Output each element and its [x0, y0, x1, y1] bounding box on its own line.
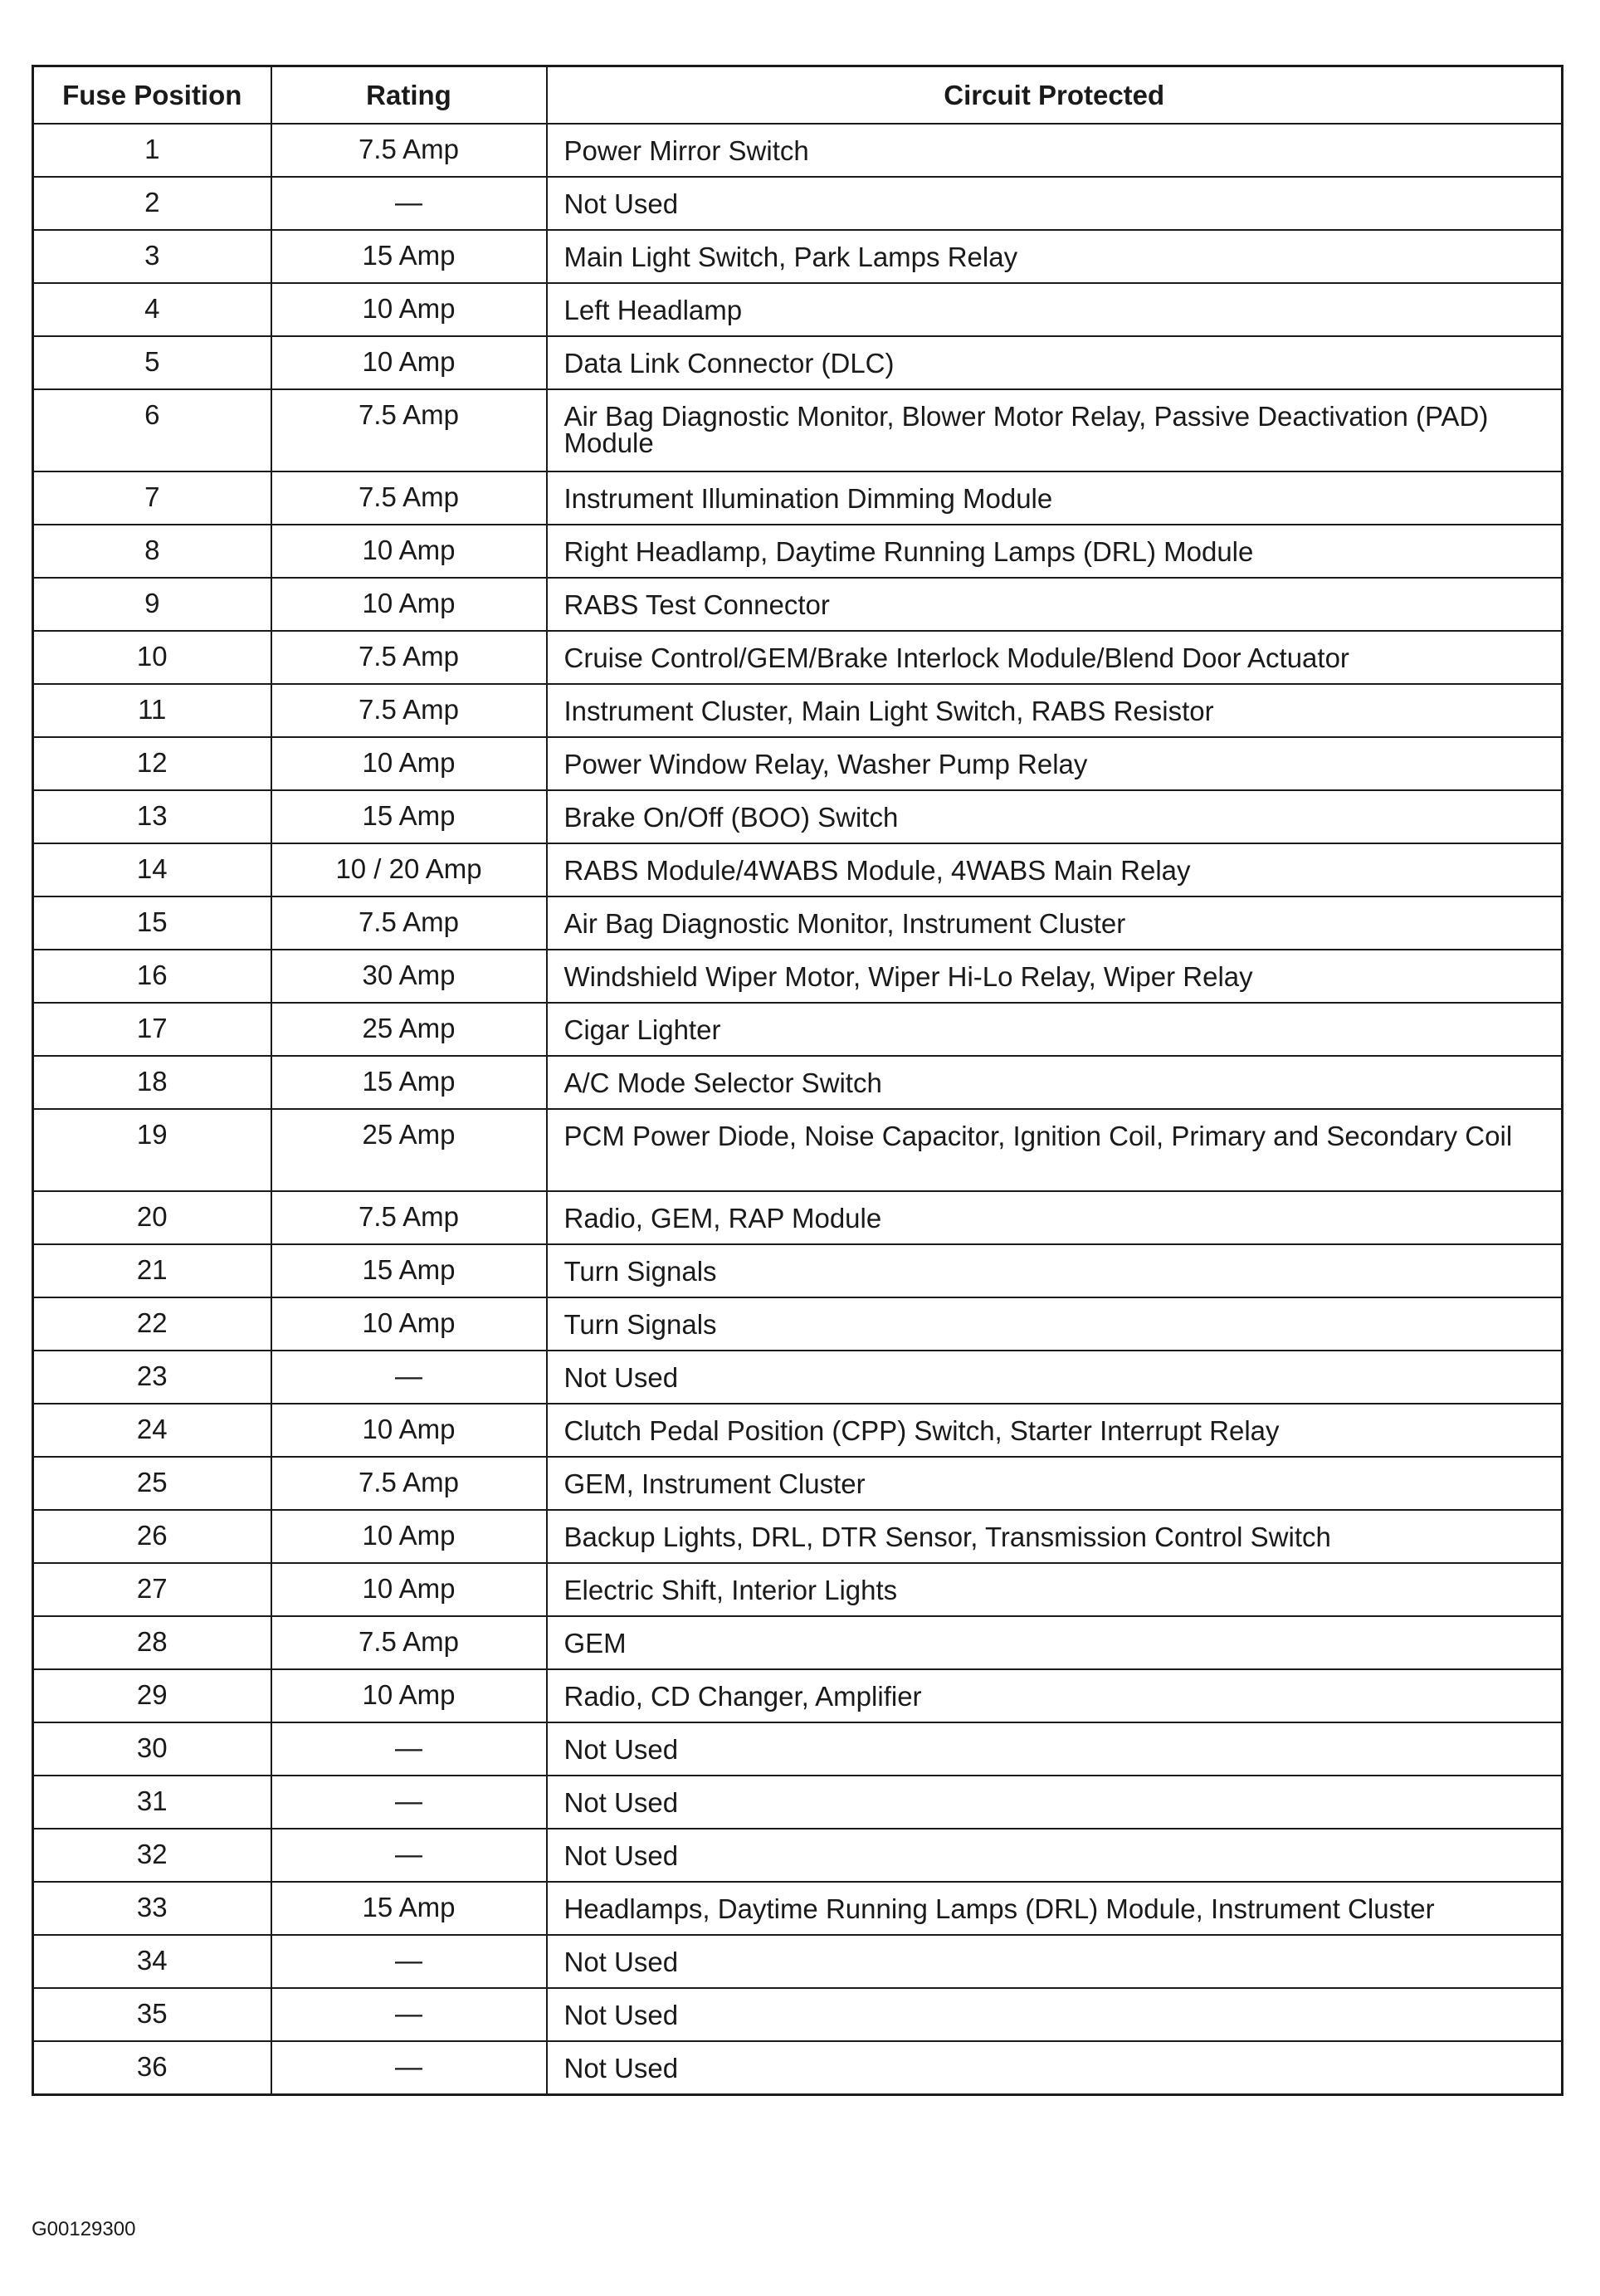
fuse-position-cell: 31	[33, 1776, 271, 1829]
table-row	[33, 1457, 1563, 1510]
rating-cell: 10 Amp	[271, 737, 547, 790]
rating-cell: 15 Amp	[271, 1882, 547, 1935]
fuse-position-cell: 36	[33, 2041, 271, 2094]
table-row	[33, 124, 1563, 177]
rating-cell: —	[271, 1988, 547, 2041]
rating-cell: —	[271, 1722, 547, 1776]
fuse-position-cell: 14	[33, 843, 271, 896]
fuse-position-cell: 10	[33, 631, 271, 684]
circuit-protected-cell: A/C Mode Selector Switch	[547, 1056, 1563, 1109]
header-row	[33, 66, 1563, 125]
table-row	[33, 389, 1563, 471]
table-row	[33, 1882, 1563, 1935]
fuse-position-cell: 8	[33, 525, 271, 578]
table-row	[33, 1297, 1563, 1351]
fuse-position-cell: 13	[33, 790, 271, 843]
circuit-protected-cell: Turn Signals	[547, 1244, 1563, 1297]
rating-cell: 7.5 Amp	[271, 631, 547, 684]
circuit-protected-cell: Power Window Relay, Washer Pump Relay	[547, 737, 1563, 790]
circuit-protected-cell: Radio, GEM, RAP Module	[547, 1191, 1563, 1244]
circuit-protected-cell: Not Used	[547, 1829, 1563, 1882]
circuit-protected-cell: Electric Shift, Interior Lights	[547, 1563, 1563, 1616]
table-row	[33, 1109, 1563, 1191]
fuse-position-cell: 17	[33, 1003, 271, 1056]
table-row	[33, 631, 1563, 684]
circuit-protected-cell: Radio, CD Changer, Amplifier	[547, 1669, 1563, 1722]
rating-cell: 10 Amp	[271, 578, 547, 631]
fuse-position-cell: 26	[33, 1510, 271, 1563]
table-row	[33, 283, 1563, 336]
circuit-protected-cell: Not Used	[547, 1988, 1563, 2041]
circuit-protected-cell: Headlamps, Daytime Running Lamps (DRL) Module, Instrument Cluster	[547, 1882, 1563, 1935]
rating-cell: —	[271, 2041, 547, 2094]
rating-cell: 7.5 Amp	[271, 124, 547, 177]
circuit-protected-cell: Left Headlamp	[547, 283, 1563, 336]
table-row	[33, 1003, 1563, 1056]
fuse-position-cell: 2	[33, 177, 271, 230]
table-row	[33, 950, 1563, 1003]
rating-cell: 7.5 Amp	[271, 684, 547, 737]
table-row	[33, 336, 1563, 389]
fuse-position-cell: 32	[33, 1829, 271, 1882]
circuit-protected-cell: GEM, Instrument Cluster	[547, 1457, 1563, 1510]
fuse-position-cell: 22	[33, 1297, 271, 1351]
fuse-position-cell: 15	[33, 896, 271, 950]
table-row	[33, 1669, 1563, 1722]
circuit-protected-cell: Not Used	[547, 2041, 1563, 2094]
circuit-protected-cell: Instrument Illumination Dimming Module	[547, 471, 1563, 525]
rating-cell: 15 Amp	[271, 790, 547, 843]
circuit-protected-cell: PCM Power Diode, Noise Capacitor, Ignition Coil, Primary and Secondary Coil	[547, 1109, 1563, 1191]
fuse-position-cell: 34	[33, 1935, 271, 1988]
rating-cell: 10 Amp	[271, 1404, 547, 1457]
fuse-position-cell: 6	[33, 389, 271, 471]
table-row	[33, 1351, 1563, 1404]
fuse-position-cell: 30	[33, 1722, 271, 1776]
circuit-protected-cell: Cigar Lighter	[547, 1003, 1563, 1056]
fuse-position-cell: 23	[33, 1351, 271, 1404]
circuit-protected-cell: Not Used	[547, 1722, 1563, 1776]
circuit-protected-cell: Not Used	[547, 1776, 1563, 1829]
circuit-protected-cell: Not Used	[547, 1935, 1563, 1988]
table-row	[33, 525, 1563, 578]
fuse-position-cell: 7	[33, 471, 271, 525]
circuit-protected-cell: Not Used	[547, 1351, 1563, 1404]
table-row	[33, 471, 1563, 525]
fuse-position-cell: 1	[33, 124, 271, 177]
header-rating: Rating	[271, 66, 547, 125]
rating-cell: —	[271, 1829, 547, 1882]
rating-cell: 10 Amp	[271, 283, 547, 336]
rating-cell: —	[271, 1935, 547, 1988]
rating-cell: 10 Amp	[271, 1297, 547, 1351]
fuse-position-cell: 3	[33, 230, 271, 283]
fuse-position-cell: 12	[33, 737, 271, 790]
table-row	[33, 1244, 1563, 1297]
rating-cell: 25 Amp	[271, 1109, 547, 1191]
rating-cell: —	[271, 1351, 547, 1404]
table-row	[33, 790, 1563, 843]
circuit-protected-cell: Right Headlamp, Daytime Running Lamps (DRL) Module	[547, 525, 1563, 578]
table-row	[33, 1988, 1563, 2041]
table-row	[33, 1722, 1563, 1776]
table-row	[33, 1935, 1563, 1988]
circuit-protected-cell: Windshield Wiper Motor, Wiper Hi-Lo Relay, Wiper Relay	[547, 950, 1563, 1003]
rating-cell: 30 Amp	[271, 950, 547, 1003]
fuse-position-cell: 27	[33, 1563, 271, 1616]
header-circuit-protected: Circuit Protected	[547, 66, 1563, 125]
circuit-protected-cell: Brake On/Off (BOO) Switch	[547, 790, 1563, 843]
fuse-position-cell: 28	[33, 1616, 271, 1669]
rating-cell: 7.5 Amp	[271, 896, 547, 950]
circuit-protected-cell: GEM	[547, 1616, 1563, 1669]
table-row	[33, 578, 1563, 631]
circuit-protected-cell: Air Bag Diagnostic Monitor, Instrument Cluster	[547, 896, 1563, 950]
table-row	[33, 1563, 1563, 1616]
circuit-protected-cell: Main Light Switch, Park Lamps Relay	[547, 230, 1563, 283]
circuit-protected-cell: Air Bag Diagnostic Monitor, Blower Motor Relay, Passive Deactivation (PAD) Module	[547, 389, 1563, 471]
fuse-position-cell: 4	[33, 283, 271, 336]
rating-cell: 7.5 Amp	[271, 389, 547, 471]
fuse-position-cell: 5	[33, 336, 271, 389]
circuit-protected-cell: Backup Lights, DRL, DTR Sensor, Transmission Control Switch	[547, 1510, 1563, 1563]
circuit-protected-cell: Clutch Pedal Position (CPP) Switch, Starter Interrupt Relay	[547, 1404, 1563, 1457]
fuse-position-cell: 18	[33, 1056, 271, 1109]
circuit-protected-cell: Cruise Control/GEM/Brake Interlock Module/Blend Door Actuator	[547, 631, 1563, 684]
rating-cell: 15 Amp	[271, 230, 547, 283]
table-row	[33, 1616, 1563, 1669]
rating-cell: —	[271, 177, 547, 230]
figure-id: G00129300	[32, 2218, 136, 2240]
table-row	[33, 1829, 1563, 1882]
circuit-protected-cell: RABS Test Connector	[547, 578, 1563, 631]
fuse-position-cell: 35	[33, 1988, 271, 2041]
rating-cell: 25 Amp	[271, 1003, 547, 1056]
rating-cell: 7.5 Amp	[271, 471, 547, 525]
header-fuse-position: Fuse Position	[33, 66, 271, 125]
circuit-protected-cell: Instrument Cluster, Main Light Switch, RABS Resistor	[547, 684, 1563, 737]
circuit-protected-cell: Not Used	[547, 177, 1563, 230]
rating-cell: —	[271, 1776, 547, 1829]
fuse-position-cell: 9	[33, 578, 271, 631]
rating-cell: 15 Amp	[271, 1244, 547, 1297]
fuse-position-cell: 24	[33, 1404, 271, 1457]
circuit-protected-cell: RABS Module/4WABS Module, 4WABS Main Relay	[547, 843, 1563, 896]
fuse-position-cell: 19	[33, 1109, 271, 1191]
fuse-position-cell: 21	[33, 1244, 271, 1297]
table-row	[33, 1191, 1563, 1244]
table-row	[33, 896, 1563, 950]
rating-cell: 15 Amp	[271, 1056, 547, 1109]
circuit-protected-cell: Turn Signals	[547, 1297, 1563, 1351]
fuse-position-cell: 25	[33, 1457, 271, 1510]
fuse-position-cell: 16	[33, 950, 271, 1003]
fuse-position-cell: 33	[33, 1882, 271, 1935]
table-row	[33, 1776, 1563, 1829]
rating-cell: 10 Amp	[271, 1563, 547, 1616]
table-row	[33, 1056, 1563, 1109]
circuit-protected-cell: Data Link Connector (DLC)	[547, 336, 1563, 389]
table-row	[33, 1404, 1563, 1457]
rating-cell: 10 Amp	[271, 1510, 547, 1563]
table-row	[33, 843, 1563, 896]
rating-cell: 7.5 Amp	[271, 1191, 547, 1244]
rating-cell: 7.5 Amp	[271, 1616, 547, 1669]
table-row	[33, 177, 1563, 230]
fuse-table	[32, 65, 1563, 2096]
rating-cell: 10 Amp	[271, 525, 547, 578]
table-row	[33, 684, 1563, 737]
rating-cell: 10 Amp	[271, 1669, 547, 1722]
table-row	[33, 1510, 1563, 1563]
table-row	[33, 737, 1563, 790]
table-row	[33, 230, 1563, 283]
fuse-position-cell: 20	[33, 1191, 271, 1244]
fuse-position-cell: 11	[33, 684, 271, 737]
table-row	[33, 2041, 1563, 2094]
rating-cell: 10 / 20 Amp	[271, 843, 547, 896]
rating-cell: 7.5 Amp	[271, 1457, 547, 1510]
circuit-protected-cell: Power Mirror Switch	[547, 124, 1563, 177]
rating-cell: 10 Amp	[271, 336, 547, 389]
fuse-position-cell: 29	[33, 1669, 271, 1722]
table-body	[33, 124, 1563, 2094]
